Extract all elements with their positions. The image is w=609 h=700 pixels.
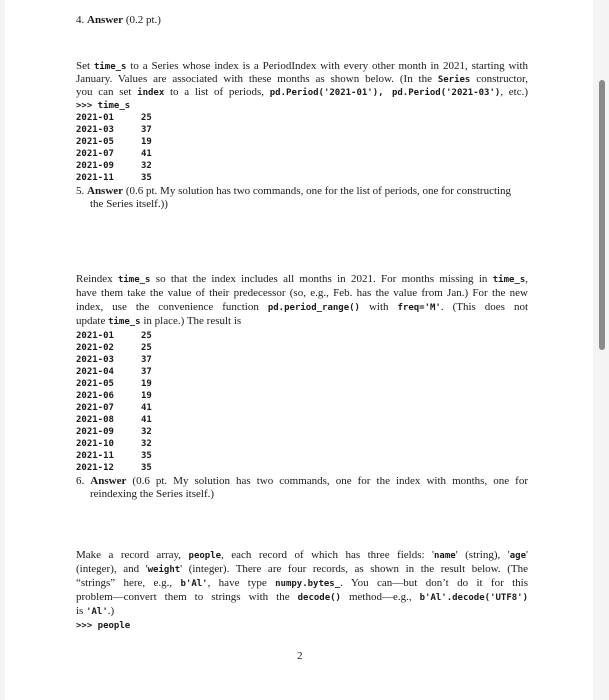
paragraph-3-line-5: is 'Al'.) bbox=[76, 605, 115, 617]
series-row: 2021-09 32 bbox=[76, 161, 152, 171]
question-4-heading bbox=[76, 14, 161, 27]
series-row: 2021-05 19 bbox=[76, 379, 152, 389]
paragraph-2-line-2: have them take the value of their predecessor (so, e.g., Feb. has the value from Jan.) For the new bbox=[76, 287, 528, 299]
question-4-points: (0.2 pt.) bbox=[125, 14, 161, 26]
paragraph-3-line-4: problem—convert them to strings with the decode() method—e.g., b'Al'.decode('UTF8') bbox=[76, 591, 528, 603]
question-6-line-2: reindexing the Series itself.) bbox=[90, 488, 215, 500]
series-row: 2021-11 35 bbox=[76, 451, 152, 461]
scrollbar-thumb[interactable] bbox=[599, 80, 605, 350]
series-row: 2021-02 25 bbox=[76, 343, 152, 353]
question-4-number: 4. bbox=[76, 14, 85, 26]
page-number: 2 bbox=[297, 650, 303, 662]
paragraph-3-line-3: “strings” here, e.g., b'Al', have type numpy.bytes_. You can—but don’t do it for this bbox=[76, 577, 528, 589]
paragraph-2-line-3: index, use the convenience function pd.period_range() with freq='M'. (This does not bbox=[76, 301, 528, 313]
question-5-heading: 5. Answer (0.6 pt. My solution has two commands, one for the list of periods, one for constructing bbox=[76, 185, 512, 197]
paragraph-1-line-3: you can set index to a list of periods, pd.Period('2021-01'), pd.Period('2021-03'), etc.) bbox=[76, 86, 529, 98]
series-row: 2021-10 32 bbox=[76, 439, 152, 449]
code-prompt-people: >>> people bbox=[76, 621, 131, 631]
paragraph-3-line-2: (integer), and 'weight' (integer). There are four records, as shown in the result below. (The bbox=[76, 563, 528, 575]
series-row: 2021-07 41 bbox=[76, 403, 152, 413]
series-row: 2021-01 25 bbox=[76, 113, 152, 123]
series-row: 2021-03 37 bbox=[76, 125, 152, 135]
series-row: 2021-11 35 bbox=[76, 173, 152, 183]
question-4-label: Answer bbox=[87, 14, 124, 26]
series-row: 2021-08 41 bbox=[76, 415, 152, 425]
series-row: 2021-07 41 bbox=[76, 149, 152, 159]
series-row: 2021-06 19 bbox=[76, 391, 152, 401]
series-row: 2021-05 19 bbox=[76, 137, 152, 147]
question-6-heading: 6. Answer (0.6 pt. My solution has two commands, one for the index with months, one for bbox=[76, 475, 529, 487]
paragraph-2-line-1: Reindex time_s so that the index includes all months in 2021. For months missing in time_s, bbox=[76, 273, 528, 285]
series-row: 2021-03 37 bbox=[76, 355, 152, 365]
code-prompt-time-s: >>> time_s bbox=[76, 101, 131, 111]
series-row: 2021-01 25 bbox=[76, 331, 152, 341]
paragraph-1-line-1: Set time_s to a Series whose index is a PeriodIndex with every other month in 2021, starting with bbox=[76, 60, 529, 72]
series-row: 2021-09 32 bbox=[76, 427, 152, 437]
series-row: 2021-12 35 bbox=[76, 463, 152, 473]
paragraph-3-line-1: Make a record array, people, each record of which has three fields: 'name' (string), 'age' bbox=[76, 549, 528, 561]
question-5-line-2: the Series itself.)) bbox=[90, 198, 168, 210]
paragraph-1-line-2: January. Values are associated with these months as shown below. (In the Series constructor, bbox=[76, 73, 529, 85]
paragraph-2-line-4: update time_s in place.) The result is bbox=[76, 315, 242, 327]
series-row: 2021-04 37 bbox=[76, 367, 152, 377]
